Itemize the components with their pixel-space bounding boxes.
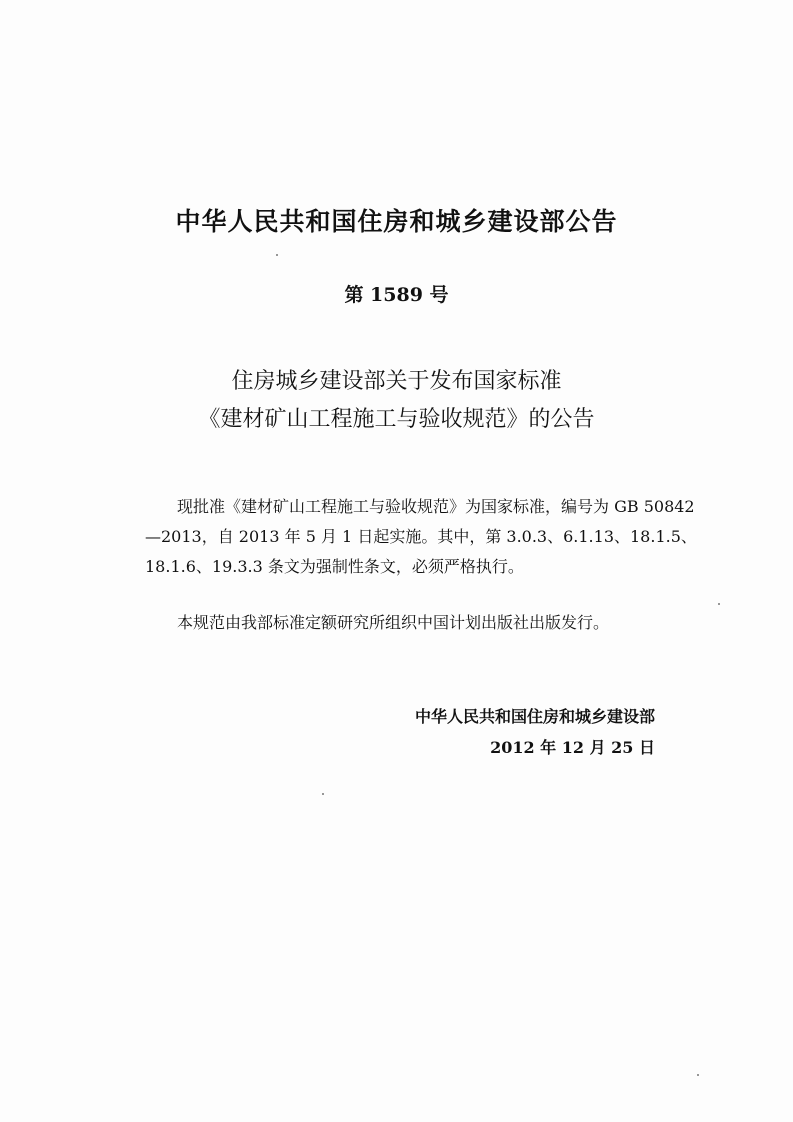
scan-speck: [322, 793, 324, 795]
scan-speck: [718, 603, 720, 605]
notice-subtitle-line1: 住房城乡建设部关于发布国家标准: [231, 369, 562, 394]
notice-paragraph-1: 现批准《建材矿山工程施工与验收规范》为国家标准，编号为 GB 50842—2013，自 2013 年 5 月 1 日起实施。其中，第 3.0.3、6.1.13、18.1.5、18.1.6、19.3.3 条文为强制性条文，必须严格执行。: [145, 497, 697, 576]
scan-speck: [276, 254, 278, 256]
notice-subtitle-line2: 《建材矿山工程施工与验收规范》的公告: [198, 407, 595, 432]
notice-number: 第 1589 号: [344, 284, 449, 306]
notice-title: 中华人民共和国住房和城乡建设部公告: [175, 207, 618, 236]
notice-paragraph-2: 本规范由我部标准定额研究所组织中国计划出版社出版发行。: [177, 613, 610, 632]
scan-speck: [697, 1074, 699, 1076]
issuer-signature: 中华人民共和国住房和城乡建设部: [414, 707, 655, 726]
issue-date: 2012 年 12 月 25 日: [490, 738, 655, 757]
